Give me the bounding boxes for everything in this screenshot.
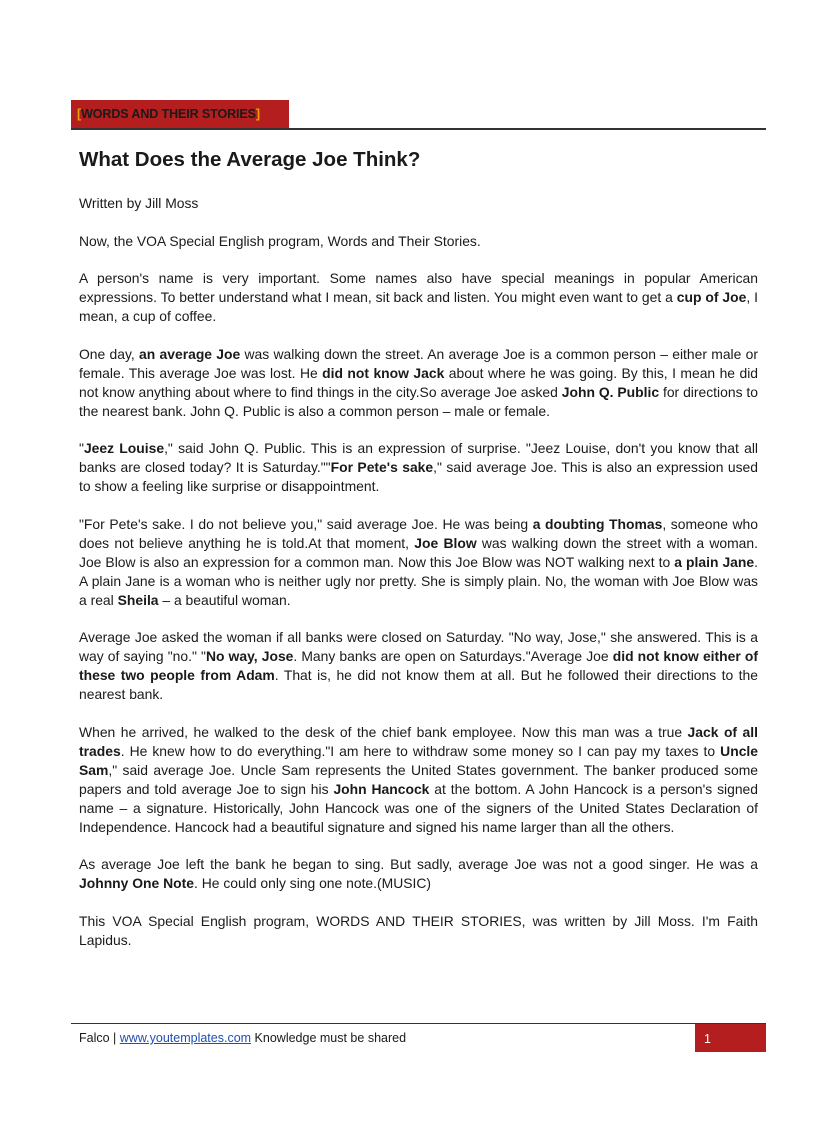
bold-expression: an average Joe <box>139 345 241 362</box>
paragraph <box>79 345 758 421</box>
paragraph <box>79 194 758 213</box>
bold-expression: cup of Joe <box>676 289 747 305</box>
bold-expression: John Hancock <box>333 780 430 797</box>
text-run: Written by Jill Moss <box>79 195 199 211</box>
bold-expression: Johnny One Note <box>79 875 194 891</box>
text-run: As average Joe left the bank he began to sing. But sadly, average Joe was not a good singer. He was a <box>79 856 758 872</box>
text-run: . He knew how to do everything."I am here to withdraw some money so I can pay my taxes to <box>120 742 721 759</box>
paragraph <box>79 723 758 837</box>
paragraph <box>79 912 758 950</box>
footer-tagline: Knowledge must be shared <box>251 1031 407 1045</box>
bold-expression: Jack of all trades <box>79 723 758 759</box>
text-run: One day, <box>79 345 140 362</box>
bold-expression: a plain Jane <box>674 553 755 570</box>
bold-expression: Sheila <box>117 591 159 608</box>
footer-divider <box>71 1023 766 1024</box>
text-run: at the bottom. A John Hancock is a person's signed name – a signature. Historically, John Hancock was one of the signers of the United States Declaration of Independence. Hancock had a beautiful signature and signed his name larger than all the others. <box>79 780 758 835</box>
text-run: Now, the VOA Special English program, Words and Their Stories. <box>79 232 481 249</box>
text-run: about where he was going. By this, I mean he did not know anything about where to find things in the city.So average Joe asked <box>79 364 759 400</box>
text-run: for directions to the nearest bank. John Q. Public is also a common person – male or female. <box>79 383 758 419</box>
page-title: What Does the Average Joe Think? <box>79 148 421 171</box>
footer-link[interactable]: www.youtemplates.com <box>119 1031 252 1045</box>
text-run: , someone who does not believe anything he is told.At that moment, <box>79 515 758 551</box>
bold-expression: John Q. Public <box>561 383 660 400</box>
text-run: , I mean, a cup of coffee. <box>79 289 758 324</box>
footer <box>79 1031 406 1045</box>
paragraph <box>79 628 758 704</box>
text-run: ," said John Q. Public. This is an expression of surprise. "Jeez Louise, don't you know that all banks are closed today? It is Saturday."" <box>79 440 758 475</box>
page-number: 1 <box>695 1024 766 1052</box>
bold-expression: Joe Blow <box>414 534 477 551</box>
text-run: . That is, he did not know them at all. But he followed their directions to the nearest bank. <box>79 667 758 702</box>
bold-expression: No way, Jose <box>205 648 294 664</box>
text-run: . Many banks are open on Saturdays."Average Joe <box>293 648 613 664</box>
paragraph <box>79 855 758 893</box>
text-run: . A plain Jane is a woman who is neither ugly nor pretty. She is simply plain. No, the woman with Joe Blow was a real <box>79 553 758 608</box>
text-run: A person's name is very important. Some names also have special meanings in popular American expressions. To better understand what I mean, sit back and listen. You might even want to get a <box>79 270 758 305</box>
bracket-open: [ <box>77 107 82 121</box>
text-run: was walking down the street. An average Joe is a common person – either male or female. This average Joe was lost. He <box>79 345 758 381</box>
bold-expression: did not know Jack <box>322 364 445 381</box>
text-run: When he arrived, he walked to the desk of the chief bank employee. Now this man was a true <box>79 723 688 740</box>
bracket-close: ] <box>255 107 260 121</box>
footer-prefix: Falco | <box>79 1031 120 1045</box>
bold-expression: did not know either of these two people from Adam <box>79 648 758 683</box>
paragraph <box>79 515 758 610</box>
bold-expression: Jeez Louise <box>83 440 165 456</box>
text-run: – a beautiful woman. <box>158 591 291 608</box>
text-run: ," said average Joe. This is also an expression used to show a feeling like surprise or disappointment. <box>79 459 758 494</box>
header-divider <box>71 128 766 130</box>
paragraph <box>79 269 758 326</box>
article-body <box>79 194 758 968</box>
section-tag <box>71 100 289 129</box>
text-run: ," said average Joe. Uncle Sam represents the United States government. The banker produced some papers and told average Joe to sign his <box>79 761 758 797</box>
bold-expression: a doubting Thomas <box>532 515 663 532</box>
section-label: WORDS AND THEIR STORIES <box>81 107 256 121</box>
bold-expression: Uncle Sam <box>79 742 758 778</box>
text-run: was walking down the street with a woman. Joe Blow is also an expression for a common man. Now this Joe Blow was NOT walking next to <box>79 534 758 570</box>
paragraph <box>79 439 758 496</box>
text-run: . He could only sing one note.(MUSIC) <box>194 875 432 891</box>
text-run: Average Joe asked the woman if all banks were closed on Saturday. "No way, Jose," she answered. This is a way of saying "no." " <box>79 629 758 664</box>
bold-expression: For Pete's sake <box>330 459 434 475</box>
paragraph <box>79 232 758 251</box>
text-run: "For Pete's sake. I do not believe you," said average Joe. He was being <box>79 515 533 532</box>
text-run: " <box>79 440 84 456</box>
text-run: This VOA Special English program, WORDS AND THEIR STORIES, was written by Jill Moss. I'm Faith Lapidus. <box>79 912 758 948</box>
